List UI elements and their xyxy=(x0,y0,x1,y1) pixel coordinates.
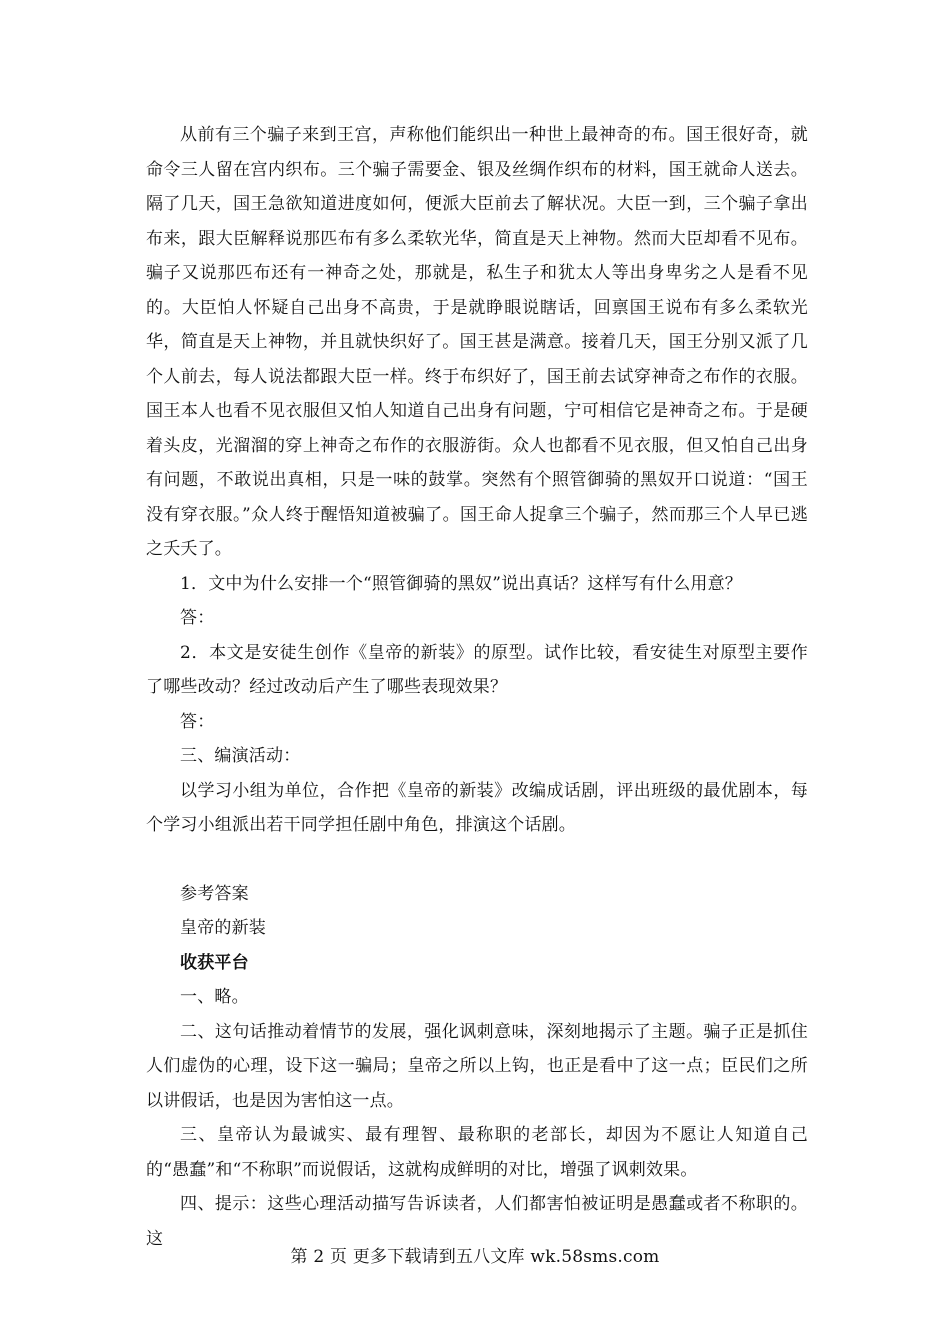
answer-label-2: 答： xyxy=(180,711,215,732)
question-2: 2．本文是安徒生创作《皇帝的新装》的原型。试作比较，看安徒生对原型主要作了哪些改动？经过改动后产生了哪些表现效果？ xyxy=(146,642,808,697)
answer-item-1: 一、略。 xyxy=(180,987,249,1007)
answer-item-3: 三、皇帝认为最诚实、最有理智、最称职的老部长，却因为不愿让人知道自己的“愚蠢”和“不称职”而说假话，这就构成鲜明的对比，增强了讽刺效果。 xyxy=(146,1125,808,1180)
question-1: 1．文中为什么安排一个“照管御骑的黑奴”说出真话？这样写有什么用意？ xyxy=(180,573,742,594)
answer-item-4: 四、提示：这些心理活动描写告诉读者，人们都害怕被证明是愚蠢或者不称职的。这 xyxy=(146,1194,808,1249)
section-spacer xyxy=(146,843,808,877)
answer-label-1: 答： xyxy=(180,608,215,628)
answer-item-2: 二、这句话推动着情节的发展，强化讽刺意味，深刻地揭示了主题。骗子正是抓住人们虚伪的心理，设下这一骗局；皇帝之所以上钩，也正是看中了这一点；臣民们之所以讲假话，也是因为害怕这一点。 xyxy=(146,1021,808,1111)
activity-paragraph: 以学习小组为单位，合作把《皇帝的新装》改编成话剧，评出班级的最优剧本，每个学习小组派出若干同学担任剧中角色，排演这个话剧。 xyxy=(146,780,808,835)
answers-section-title: 收获平台 xyxy=(180,952,249,973)
story-paragraph: 从前有三个骗子来到王宫，声称他们能织出一种世上最神奇的布。国王很好奇，就命令三人留在宫内织布。三个骗子需要金、银及丝绸作织布的材料，国王就命人送去。隔了几天，国王急欲知道进度如何，便派大臣前去了解状况。大臣一到，三个骗子拿出布来，跟大臣解释说那匹布有多么柔软光华，简直是天上神物。然而大臣却看不见布。骗子又说那匹布还有一神奇之处，那就是，私生子和犹太人等出身卑劣之人是看不见的。大臣怕人怀疑自己出身不高贵，于是就睁眼说瞎话，回禀国王说布有多么柔软光华，简直是天上神物，并且就快织好了。国王甚是满意。接着几天，国王分别又派了几个人前去，每人说法都跟大臣一样。终于布织好了，国王前去试穿神奇之布作的衣服。国王本人也看不见衣服但又怕人知道自己出身有问题，宁可相信它是神奇之布。于是硬着头皮，光溜溜的穿上神奇之布作的衣服游街。众人也都看不见衣服，但又怕自己出身有问题，不敢说出真相，只是一味的鼓掌。突然有个照管御骑的黑奴开口说道：“国王没有穿衣服。”众人终于醒悟知道被骗了。国王命人捉拿三个骗子，然而那三个人早已逃之夭夭了。 xyxy=(146,125,808,559)
answers-heading: 参考答案 xyxy=(180,883,249,904)
section-heading-activity: 三、编演活动： xyxy=(180,746,301,766)
document-body xyxy=(146,118,808,1256)
answers-subtitle: 皇帝的新装 xyxy=(180,918,266,938)
page-footer: 第 2 页 更多下载请到五八文库 wk.58sms.com xyxy=(290,1247,660,1267)
